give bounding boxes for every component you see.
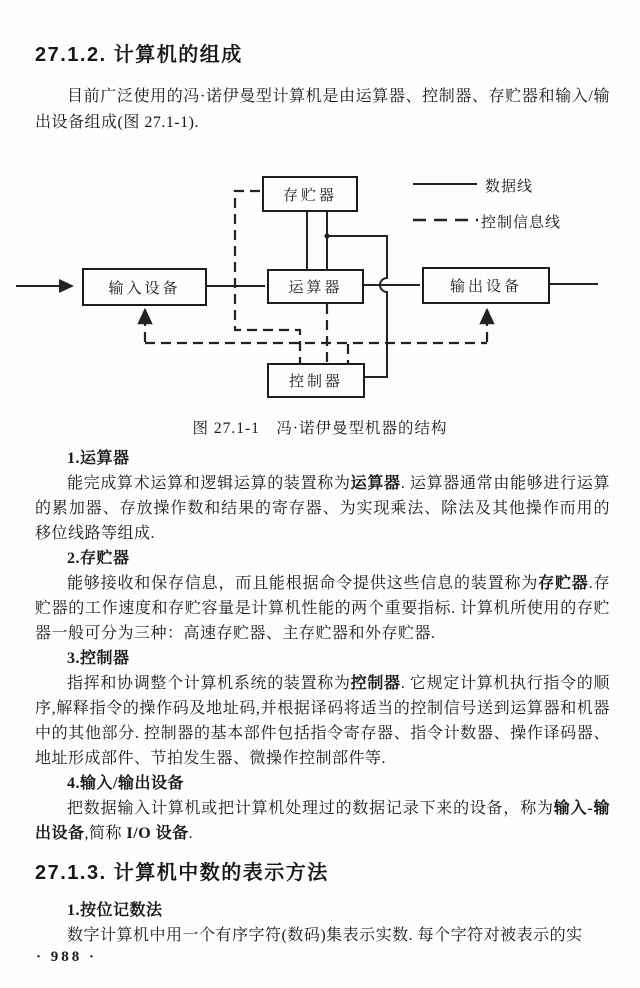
subsection-paragraph-control xyxy=(35,671,610,771)
input-device-box: 输入设备 xyxy=(82,268,207,306)
term-io-abbrev: I/O 设备 xyxy=(126,825,189,842)
text-segment: .存贮器的工作速度和存贮容量是计算机性能的两个重要指标. 计算机所使用的存贮器一般可分为三种：高速存贮器、主存贮器和外存贮器. xyxy=(35,575,610,642)
subsection-paragraph-io xyxy=(35,796,610,846)
text-segment: . 它规定计算机执行指令的顺序,解释指令的操作码及地址码,并根据译码将适当的控制信号送到运算器和机器中的其他部分. 控制器的基本部件包括指令寄存器、指令计数器、操作译码器、地址形成部件、节拍发生器、微操作控制部件等. xyxy=(35,675,610,767)
text-segment: 指挥和协调整个计算机系统的装置称为 xyxy=(67,675,351,692)
alu-box: 运算器 xyxy=(267,269,364,304)
legend-data-line-label: 数据线 xyxy=(485,179,534,195)
subsection-paragraph-memory xyxy=(35,571,610,646)
junction-dot xyxy=(324,233,329,238)
section-2712 xyxy=(0,0,640,136)
figure-caption: 图 27.1-1 冯·诺伊曼型机器的结构 xyxy=(192,420,448,437)
subsection-paragraph-alu xyxy=(35,471,610,546)
von-neumann-diagram xyxy=(0,158,640,410)
text-segment: . 运算器通常由能够进行运算的累加器、存放操作数和结果的寄存器、为实现乘法、除法及其他操作而用的移位线路等组成. xyxy=(35,475,610,542)
text-segment: 把数据输入计算机或把计算机处理过的数据记录下来的设备，称为 xyxy=(67,800,554,817)
term-memory: 存贮器 xyxy=(538,575,589,592)
control-box: 控制器 xyxy=(267,363,365,398)
page-number: · 988 · xyxy=(36,949,98,965)
text-segment: 能完成算术运算和逻辑运算的装置称为 xyxy=(67,475,351,492)
subsection-heading-alu: 1.运算器 xyxy=(67,450,130,467)
subsection-heading-memory: 2.存贮器 xyxy=(67,550,130,567)
term-control: 控制器 xyxy=(350,675,401,692)
data-line-memory-control xyxy=(327,236,387,377)
text-segment: 能够接收和保存信息，而且能根据命令提供这些信息的装置称为 xyxy=(67,575,539,592)
subsection-heading-positional-notation: 1.按位记数法 xyxy=(67,902,163,919)
subsection-heading-control: 3.控制器 xyxy=(67,650,130,667)
subsection-heading-io: 4.输入/输出设备 xyxy=(67,775,184,792)
output-device-box: 输出设备 xyxy=(422,267,550,304)
section-heading-2712: 27.1.2. 计算机的组成 xyxy=(35,44,243,66)
legend-control-line-label: 控制信息线 xyxy=(481,215,562,231)
term-alu: 运算器 xyxy=(350,475,401,492)
intro-paragraph: 目前广泛使用的冯·诺伊曼型计算机是由运算器、控制器、存贮器和输入/输出设备组成(图 27.1-1). xyxy=(35,88,610,131)
subsection-paragraph-positional-notation: 数字计算机中用一个有序字符(数码)集表示实数. 每个字符对被表示的实 xyxy=(67,927,583,944)
body-sections xyxy=(0,440,640,948)
section-heading-2713: 27.1.3. 计算机中数的表示方法 xyxy=(35,862,329,884)
text-segment: ,简称 xyxy=(84,825,127,842)
term-io-device: 输入-输出设备 xyxy=(35,800,610,842)
text-segment: . xyxy=(188,825,194,842)
memory-box: 存贮器 xyxy=(262,176,358,212)
